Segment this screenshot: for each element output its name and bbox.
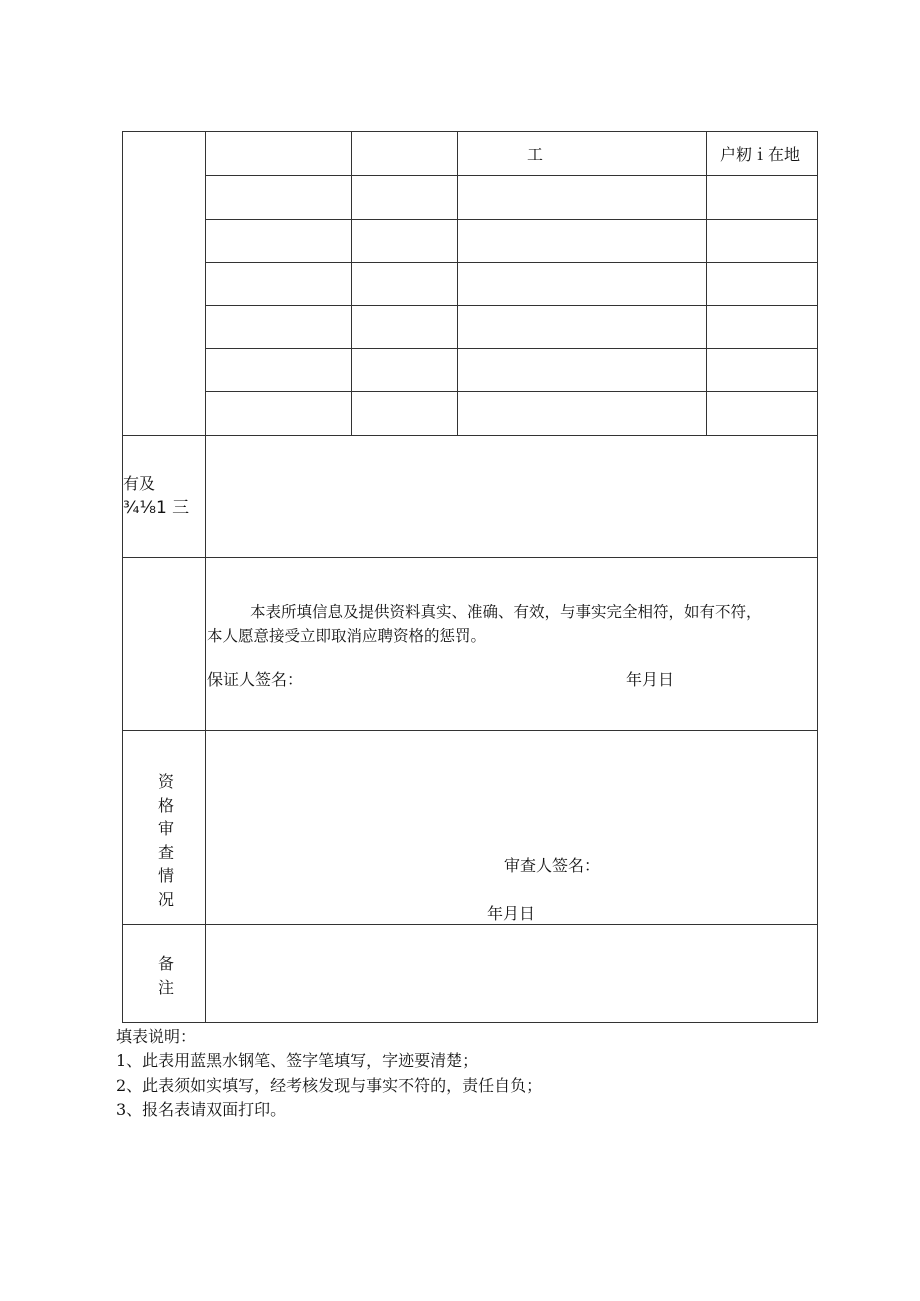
reviewer-signature-label: 审查人签名：: [504, 856, 601, 875]
section-divider: [122, 435, 818, 436]
table-border-bottom: [122, 1022, 818, 1023]
table-border-right: [817, 131, 818, 1022]
section-divider: [122, 730, 818, 731]
table-border-left: [122, 131, 123, 1022]
table-border-top: [122, 131, 818, 132]
pledge-signer-label: 保证人签名：: [207, 670, 304, 689]
section2-label-line2: ¾⅛1 三: [123, 498, 190, 518]
pledge-date-label: 年月日: [626, 670, 675, 689]
grid-column-divider-2: [457, 131, 458, 435]
header-cell-col4: 户籾ｉ在地: [720, 145, 801, 164]
grid-row-line: [205, 348, 817, 349]
grid-row-line: [205, 219, 817, 220]
header-cell-col3: 工: [527, 145, 544, 164]
grid-row-line: [205, 305, 817, 306]
section-divider: [122, 557, 818, 558]
pledge-text-line1: 本表所填信息及提供资料真实、准确、有效，与事实完全相符，如有不符，: [250, 603, 762, 621]
section-divider: [122, 924, 818, 925]
review-date-label: 年月日: [487, 904, 536, 923]
review-section-label: 资格审查情况: [157, 772, 174, 909]
section2-label-line1: 有及: [123, 474, 156, 493]
grid-column-divider-1: [351, 131, 352, 435]
notes-item-1: 1、此表用蓝黑水钢笔、签字笔填写，字迹要清楚；: [116, 1051, 479, 1070]
notes-item-3: 3、报名表请双面打印。: [116, 1100, 287, 1119]
grid-row-line: [205, 262, 817, 263]
grid-row-line: [205, 391, 817, 392]
grid-row-line: [205, 175, 817, 176]
grid-column-divider-3: [706, 131, 707, 435]
notes-title: 填表说明：: [116, 1027, 197, 1046]
notes-item-2: 2、此表须如实填写，经考核发现与事实不符的，责任自负；: [116, 1076, 543, 1095]
pledge-text-line2: 本人愿意接受立即取消应聘资格的惩罚。: [207, 627, 487, 645]
remarks-label: 备注: [157, 954, 174, 997]
label-column-divider: [205, 131, 206, 1022]
